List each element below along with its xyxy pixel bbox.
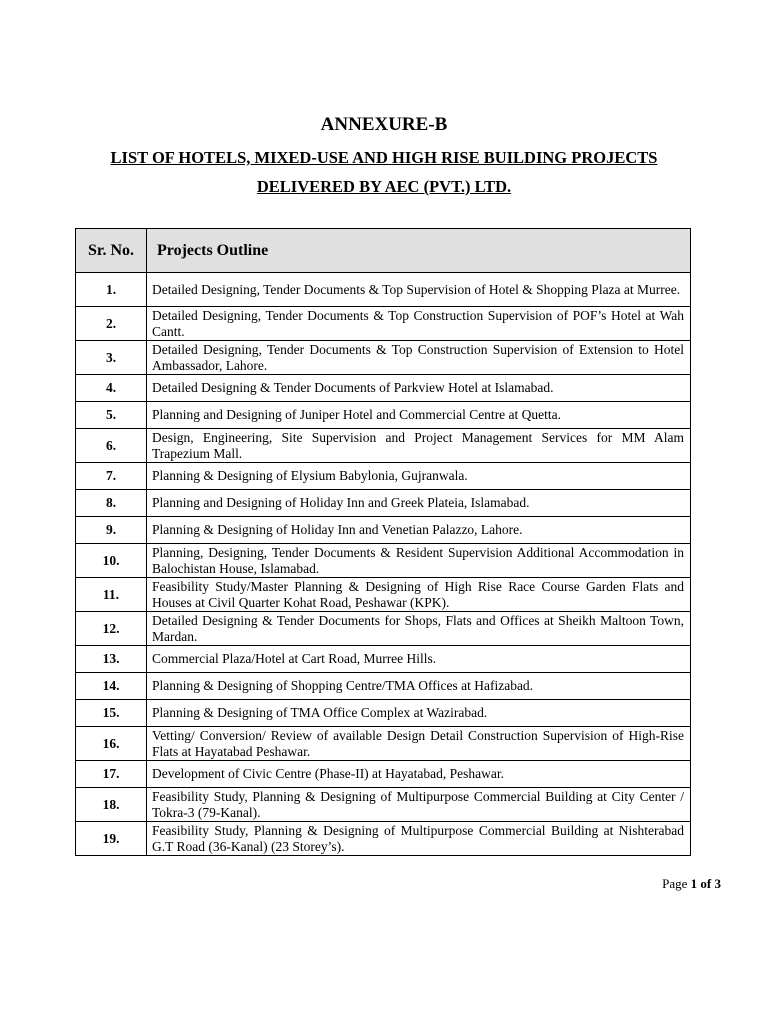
table-row — [76, 375, 691, 402]
table-row — [76, 788, 691, 822]
row-serial-number: 8. — [76, 490, 147, 517]
table-row — [76, 578, 691, 612]
page-of: of — [700, 876, 712, 891]
row-project-description: Detailed Designing, Tender Documents & Top Construction Supervision of Extension to Hotel Ambassador, Lahore. — [147, 341, 691, 375]
row-serial-number: 14. — [76, 673, 147, 700]
row-project-description: Feasibility Study, Planning & Designing of Multipurpose Commercial Building at Nishterabad G.T Road (36-Kanal) (23 Storey’s). — [147, 822, 691, 856]
table-row — [76, 341, 691, 375]
row-serial-number: 7. — [76, 463, 147, 490]
row-project-description: Feasibility Study, Planning & Designing of Multipurpose Commercial Building at City Center / Tokra-3 (79-Kanal). — [147, 788, 691, 822]
row-serial-number: 11. — [76, 578, 147, 612]
document-title: ANNEXURE-B — [320, 114, 448, 135]
row-project-description: Planning & Designing of Holiday Inn and Venetian Palazzo, Lahore. — [147, 517, 691, 544]
row-project-description: Development of Civic Centre (Phase-II) at Hayatabad, Peshawar. — [147, 761, 691, 788]
row-project-description: Design, Engineering, Site Supervision and Project Management Services for MM Alam Trapezium Mall. — [147, 429, 691, 463]
row-serial-number: 13. — [76, 646, 147, 673]
row-project-description: Planning & Designing of Elysium Babylonia, Gujranwala. — [147, 463, 691, 490]
table-row — [76, 273, 691, 307]
projects-table — [75, 228, 691, 856]
row-project-description: Detailed Designing & Tender Documents for Shops, Flats and Offices at Sheikh Maltoon Town, Mardan. — [147, 612, 691, 646]
row-serial-number: 15. — [76, 700, 147, 727]
row-project-description: Feasibility Study/Master Planning & Designing of High Rise Race Course Garden Flats and Houses at Civil Quarter Kohat Road, Peshawar (KPK). — [147, 578, 691, 612]
row-project-description: Detailed Designing & Tender Documents of Parkview Hotel at Islamabad. — [147, 375, 691, 402]
row-serial-number: 4. — [76, 375, 147, 402]
table-row — [76, 307, 691, 341]
table-header-row — [76, 229, 691, 273]
table-row — [76, 646, 691, 673]
row-serial-number: 5. — [76, 402, 147, 429]
row-serial-number: 18. — [76, 788, 147, 822]
row-project-description: Planning and Designing of Juniper Hotel and Commercial Centre at Quetta. — [147, 402, 691, 429]
row-serial-number: 12. — [76, 612, 147, 646]
row-project-description: Planning and Designing of Holiday Inn and Greek Plateia, Islamabad. — [147, 490, 691, 517]
row-project-description: Commercial Plaza/Hotel at Cart Road, Murree Hills. — [147, 646, 691, 673]
row-project-description: Detailed Designing, Tender Documents & Top Supervision of Hotel & Shopping Plaza at Murree. — [147, 273, 691, 307]
page-current: 1 — [690, 876, 698, 891]
row-serial-number: 2. — [76, 307, 147, 341]
page-label: Page — [662, 876, 688, 891]
table-row — [76, 673, 691, 700]
table-row — [76, 612, 691, 646]
row-serial-number: 9. — [76, 517, 147, 544]
row-serial-number: 6. — [76, 429, 147, 463]
document-subtitle-line-1: LIST OF HOTELS, MIXED-USE AND HIGH RISE BUILDING PROJECTS — [110, 148, 658, 167]
table-row — [76, 822, 691, 856]
row-serial-number: 17. — [76, 761, 147, 788]
row-serial-number: 19. — [76, 822, 147, 856]
page-total: 3 — [714, 876, 721, 891]
row-serial-number: 10. — [76, 544, 147, 578]
table-body — [76, 273, 691, 856]
table-row — [76, 544, 691, 578]
table-row — [76, 517, 691, 544]
row-project-description: Planning, Designing, Tender Documents & Resident Supervision Additional Accommodation in Balochistan House, Islamabad. — [147, 544, 691, 578]
row-serial-number: 3. — [76, 341, 147, 375]
row-project-description: Detailed Designing, Tender Documents & Top Construction Supervision of POF’s Hotel at Wah Cantt. — [147, 307, 691, 341]
table-row — [76, 463, 691, 490]
row-project-description: Vetting/ Conversion/ Review of available Design Detail Construction Supervision of High-Rise Flats at Hayatabad Peshawar. — [147, 727, 691, 761]
row-serial-number: 16. — [76, 727, 147, 761]
column-header-projects-outline: Projects Outline — [147, 229, 691, 273]
document-subtitle-line-2: DELIVERED BY AEC (PVT.) LTD. — [256, 177, 512, 196]
table-row — [76, 727, 691, 761]
row-serial-number: 1. — [76, 273, 147, 307]
table-row — [76, 402, 691, 429]
table-row — [76, 490, 691, 517]
table-row — [76, 761, 691, 788]
column-header-sr-no: Sr. No. — [76, 229, 147, 273]
page-number — [662, 876, 721, 892]
row-project-description: Planning & Designing of TMA Office Complex at Wazirabad. — [147, 700, 691, 727]
row-project-description: Planning & Designing of Shopping Centre/TMA Offices at Hafizabad. — [147, 673, 691, 700]
table-row — [76, 429, 691, 463]
table-row — [76, 700, 691, 727]
